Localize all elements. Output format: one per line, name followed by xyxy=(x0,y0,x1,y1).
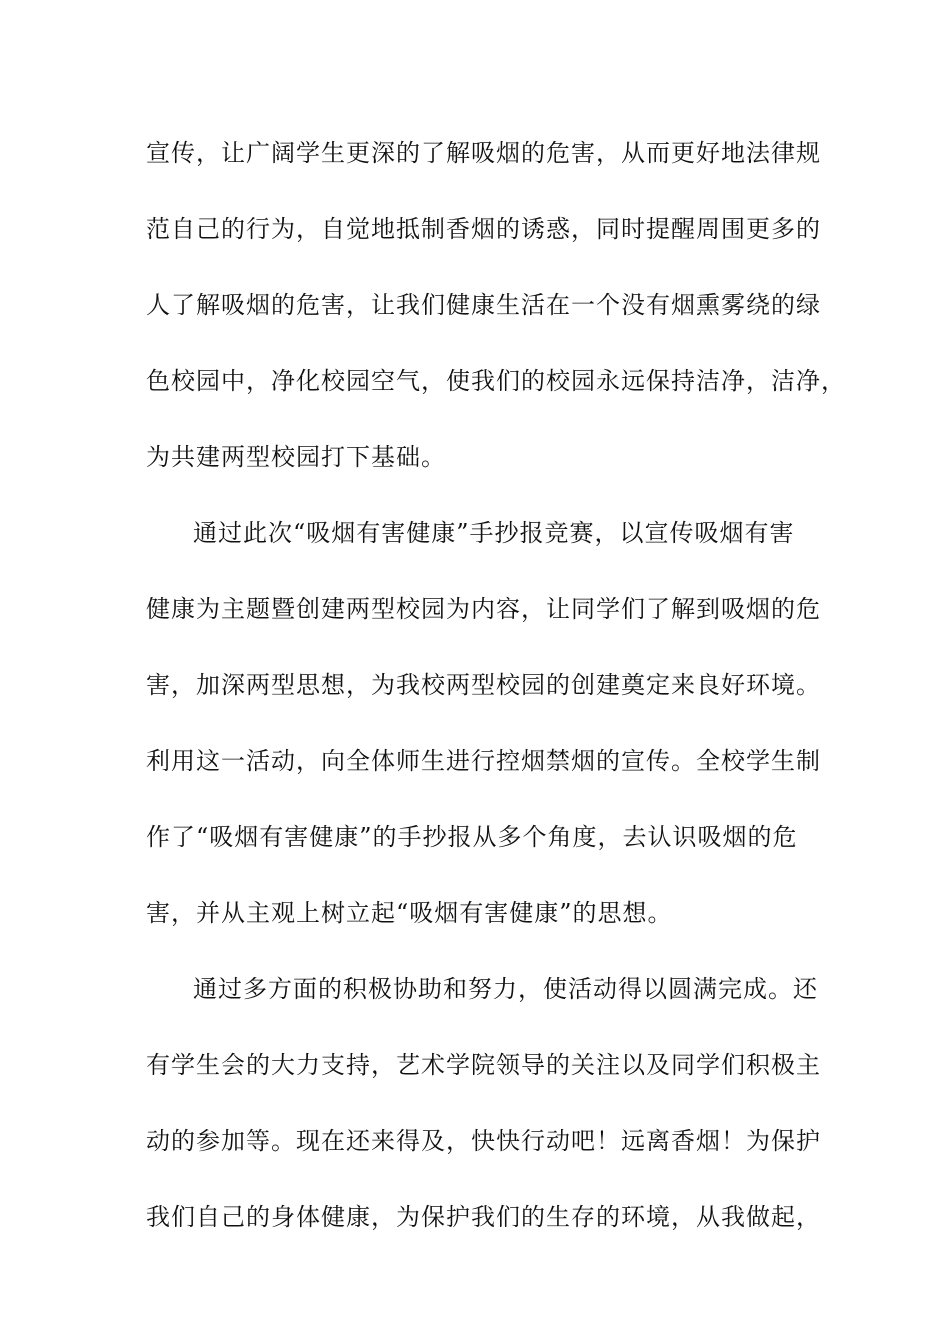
paragraph-start-line: 通过多方面的积极协助和努力，使活动得以圆满完成。还 xyxy=(193,975,818,1003)
paragraph-start-line: 通过此次“吸烟有害健康”手抄报竞赛，以宣传吸烟有害 xyxy=(193,519,795,547)
text-line: 动的参加等。现在还来得及，快快行动吧！远离香烟！为保护 xyxy=(146,1127,821,1155)
text-line: 色校园中，净化校园空气，使我们的校园永远保持洁净，洁净， xyxy=(146,367,846,395)
text-line: 有学生会的大力支持，艺术学院领导的关注以及同学们积极主 xyxy=(146,1051,821,1079)
text-line: 健康为主题暨创建两型校园为内容，让同学们了解到吸烟的危 xyxy=(146,595,821,623)
text-line: 利用这一活动，向全体师生进行控烟禁烟的宣传。全校学生制 xyxy=(146,747,821,775)
document-body xyxy=(146,128,846,1268)
text-line: 作了“吸烟有害健康”的手抄报从多个角度，去认识吸烟的危 xyxy=(146,823,798,851)
text-line: 害，加深两型思想，为我校两型校园的创建奠定来良好环境。 xyxy=(146,671,821,699)
text-line: 宣传，让广阔学生更深的了解吸烟的危害，从而更好地法律规 xyxy=(146,139,821,167)
text-line: 害，并从主观上树立起“吸烟有害健康”的思想。 xyxy=(146,899,673,927)
text-line: 人了解吸烟的危害，让我们健康生活在一个没有烟熏雾绕的绿 xyxy=(146,291,821,319)
text-line: 范自己的行为，自觉地抵制香烟的诱惑，同时提醒周围更多的 xyxy=(146,215,821,243)
text-line: 我们自己的身体健康，为保护我们的生存的环境，从我做起， xyxy=(146,1203,821,1231)
text-line: 为共建两型校园打下基础。 xyxy=(146,443,446,471)
